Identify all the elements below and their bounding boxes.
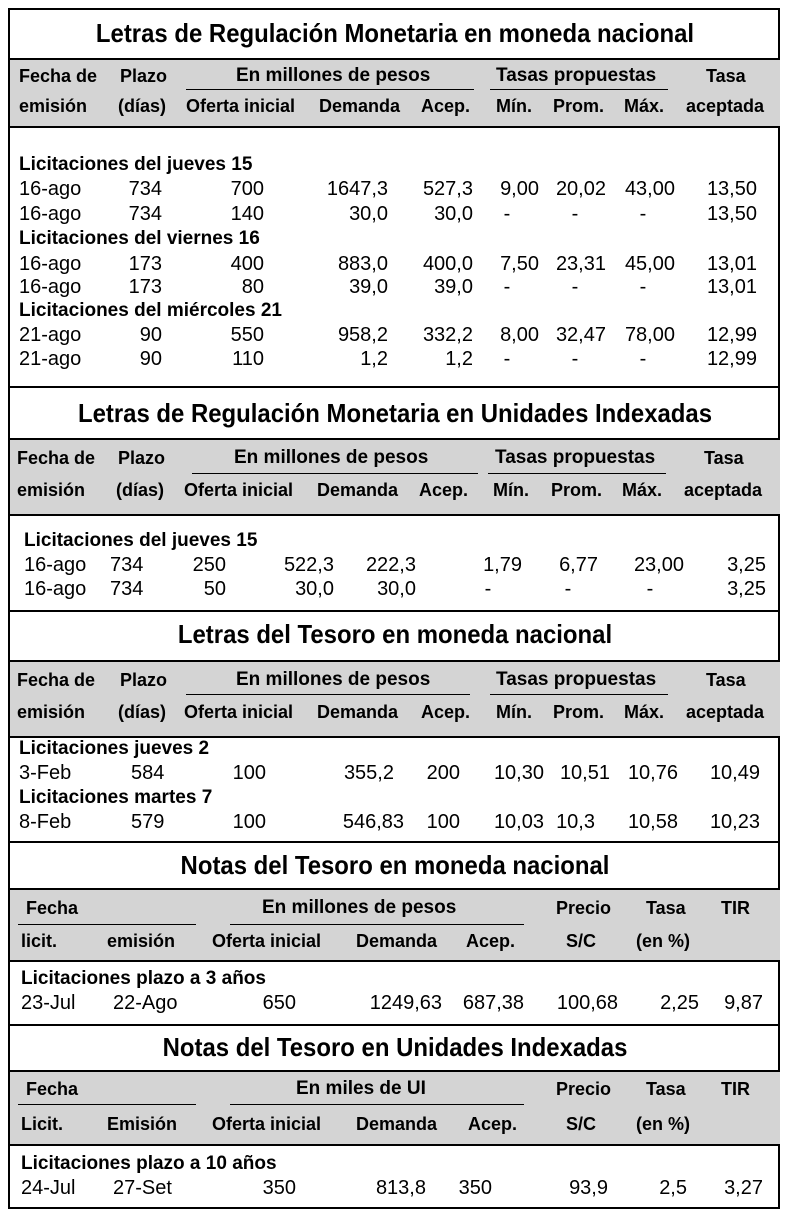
- cell-fecha: 16-ago: [24, 578, 87, 600]
- col-header-demanda: Demanda: [317, 480, 399, 500]
- cell-fecha: 16-ago: [24, 554, 87, 576]
- cell-fecha: 3-Feb: [19, 762, 72, 784]
- group-underline: [490, 89, 668, 90]
- cell-prom: -: [564, 578, 572, 600]
- group-header-miles-ui: En miles de UI: [296, 1078, 426, 1099]
- group-underline: [18, 924, 196, 925]
- group-underline: [230, 924, 524, 925]
- cell-min: -: [503, 203, 511, 225]
- col-header-tasa-aceptada: Tasa: [706, 670, 746, 690]
- col-header-acep: Acep.: [468, 1114, 518, 1134]
- col-header-plazo: Plazo: [118, 448, 166, 468]
- cell-max: -: [646, 578, 654, 600]
- cell-max: 78,00: [624, 324, 675, 346]
- cell-demanda: 883,0: [337, 253, 388, 275]
- cell-fecha: 21-ago: [19, 348, 82, 370]
- col-header-emision: emisión: [107, 931, 176, 951]
- cell-tasa: 10,49: [709, 762, 760, 784]
- col-header-min: Mín.: [496, 96, 532, 116]
- col-header-prom: Prom.: [553, 96, 605, 116]
- cell-plazo: 173: [128, 253, 162, 275]
- cell-demanda: 958,2: [337, 324, 388, 346]
- group-header-tasas: Tasas propuestas: [496, 65, 657, 86]
- col-header-tir: TIR: [721, 898, 750, 918]
- cell-oferta: 650: [262, 992, 296, 1014]
- cell-fecha: 8-Feb: [19, 811, 72, 833]
- group-header-millones: En millones de pesos: [236, 65, 431, 86]
- cell-fecha: 16-ago: [19, 276, 82, 298]
- section-title-lrm-ui: Letras de Regulación Monetaria en Unidades Indexadas: [77, 398, 713, 428]
- group-underline: [192, 473, 478, 474]
- cell-emision: 22-Ago: [113, 992, 178, 1014]
- col-header-max: Máx.: [624, 702, 665, 722]
- cell-oferta: 110: [232, 348, 264, 370]
- col-header-acep: Acep.: [419, 480, 469, 500]
- col-header-tasa: Tasa: [646, 898, 686, 918]
- cell-oferta: 250: [192, 554, 226, 576]
- col-header-precio: S/C: [566, 931, 597, 951]
- cell-emision: 27-Set: [113, 1177, 172, 1199]
- col-header-prom: Prom.: [551, 480, 603, 500]
- col-header-plazo: Plazo: [120, 66, 168, 86]
- section-title-letras-tesoro: Letras del Tesoro en moneda nacional: [177, 619, 613, 649]
- cell-prom: 10,51: [559, 762, 610, 784]
- col-header-demanda: Demanda: [317, 702, 399, 722]
- cell-demanda: 30,0: [349, 203, 388, 225]
- col-header-max: Máx.: [624, 96, 665, 116]
- cell-demanda: 522,3: [283, 554, 334, 576]
- cell-fecha: 21-ago: [19, 324, 82, 346]
- col-header-prom: Prom.: [553, 702, 605, 722]
- cell-prom: -: [571, 203, 579, 225]
- cell-tasa: 13,01: [706, 253, 757, 275]
- cell-plazo: 584: [131, 762, 165, 784]
- col-header-tasa: (en %): [636, 931, 690, 951]
- cell-max: 43,00: [624, 178, 675, 200]
- col-header-tasa-aceptada: aceptada: [684, 480, 763, 500]
- cell-plazo: 90: [139, 348, 162, 370]
- col-header-acep: Acep.: [421, 96, 471, 116]
- col-header-plazo: (días): [118, 96, 167, 116]
- cell-max: 23,00: [633, 554, 684, 576]
- cell-oferta: 400: [230, 253, 264, 275]
- group-label: Licitaciones del viernes 16: [19, 228, 260, 249]
- group-label: Licitaciones del miércoles 21: [19, 300, 282, 321]
- cell-prom: 6,77: [559, 554, 598, 576]
- col-header-tasa: (en %): [636, 1114, 690, 1134]
- group-label: Licitaciones martes 7: [19, 787, 213, 808]
- cell-acep: 200: [426, 762, 460, 784]
- cell-acep: 100: [426, 811, 460, 833]
- cell-oferta: 550: [230, 324, 264, 346]
- cell-tasa: 13,01: [706, 276, 757, 298]
- col-header-fecha: emisión: [19, 96, 88, 116]
- cell-min: 9,00: [500, 178, 539, 200]
- col-header-fecha: Fecha: [26, 898, 79, 918]
- cell-plazo: 734: [110, 578, 144, 600]
- cell-oferta: 140: [230, 203, 264, 225]
- cell-min: 1,79: [483, 554, 522, 576]
- cell-tasa: 13,50: [706, 203, 757, 225]
- col-header-tasa: Tasa: [646, 1079, 686, 1099]
- col-header-oferta: Oferta inicial: [212, 1114, 322, 1134]
- cell-min: 10,30: [493, 762, 544, 784]
- cell-plazo: 734: [110, 554, 144, 576]
- cell-licit: 24-Jul: [21, 1177, 76, 1199]
- cell-tasa: 3,25: [727, 554, 766, 576]
- group-underline: [490, 694, 668, 695]
- cell-oferta: 50: [203, 578, 226, 600]
- cell-fecha: 16-ago: [19, 178, 82, 200]
- group-underline: [488, 473, 666, 474]
- col-header-tir: TIR: [721, 1079, 750, 1099]
- cell-demanda: 355,2: [343, 762, 394, 784]
- cell-oferta: 80: [241, 276, 264, 298]
- cell-prom: 20,02: [555, 178, 606, 200]
- cell-tir: 3,27: [724, 1177, 763, 1199]
- col-header-fecha: emisión: [17, 702, 86, 722]
- cell-min: 10,03: [493, 811, 544, 833]
- cell-min: -: [503, 276, 511, 298]
- cell-max: 10,76: [627, 762, 678, 784]
- cell-tasa: 12,99: [706, 348, 757, 370]
- cell-acep: 400,0: [422, 253, 473, 275]
- col-header-tasa-aceptada: aceptada: [686, 702, 765, 722]
- col-header-tasa-aceptada: aceptada: [686, 96, 765, 116]
- cell-demanda: 546,83: [342, 811, 404, 833]
- section-divider: [10, 610, 780, 612]
- cell-max: 45,00: [624, 253, 675, 275]
- col-header-emision: Emisión: [107, 1114, 178, 1134]
- cell-tasa: 3,25: [727, 578, 766, 600]
- col-header-tasa-aceptada: Tasa: [704, 448, 744, 468]
- cell-acep: 30,0: [377, 578, 416, 600]
- section-title-notas-tesoro-mn: Notas del Tesoro en moneda nacional: [180, 850, 610, 880]
- cell-oferta: 100: [232, 762, 266, 784]
- section-title-notas-tesoro-ui: Notas del Tesoro en Unidades Indexadas: [162, 1032, 628, 1062]
- group-header-tasas: Tasas propuestas: [496, 669, 657, 690]
- cell-max: -: [639, 203, 647, 225]
- cell-oferta: 700: [230, 178, 264, 200]
- group-header-millones: En millones de pesos: [234, 447, 429, 468]
- col-header-precio: Precio: [556, 1079, 612, 1099]
- cell-tasa: 2,5: [659, 1177, 687, 1199]
- col-header-plazo: (días): [118, 702, 167, 722]
- cell-tasa: 13,50: [706, 178, 757, 200]
- col-header-demanda: Demanda: [356, 931, 438, 951]
- cell-min: -: [503, 348, 511, 370]
- group-label: Licitaciones plazo a 10 años: [21, 1153, 277, 1174]
- cell-acep: 687,38: [462, 992, 524, 1014]
- group-underline: [186, 89, 474, 90]
- cell-plazo: 734: [128, 203, 162, 225]
- cell-demanda: 1,2: [360, 348, 388, 370]
- col-header-acep: Acep.: [421, 702, 471, 722]
- col-header-acep: Acep.: [466, 931, 516, 951]
- group-label: Licitaciones plazo a 3 años: [21, 968, 266, 989]
- cell-acep: 222,3: [365, 554, 416, 576]
- group-underline: [18, 1104, 196, 1105]
- group-header-millones: En millones de pesos: [262, 897, 457, 918]
- cell-prom: -: [571, 348, 579, 370]
- cell-plazo: 90: [139, 324, 162, 346]
- col-header-demanda: Demanda: [356, 1114, 438, 1134]
- cell-max: -: [639, 348, 647, 370]
- cell-acep: 30,0: [434, 203, 473, 225]
- col-header-fecha: emisión: [17, 480, 86, 500]
- cell-demanda: 30,0: [295, 578, 334, 600]
- group-underline: [230, 1104, 524, 1105]
- cell-prom: 10,3: [556, 811, 595, 833]
- cell-prom: 32,47: [555, 324, 606, 346]
- col-header-plazo: Plazo: [120, 670, 168, 690]
- cell-oferta: 100: [232, 811, 266, 833]
- col-header-fecha: Fecha de: [19, 66, 98, 86]
- col-header-oferta: Oferta inicial: [212, 931, 322, 951]
- cell-tasa: 2,25: [660, 992, 699, 1014]
- cell-acep: 332,2: [422, 324, 473, 346]
- section-divider: [10, 841, 780, 843]
- section-divider: [10, 386, 780, 388]
- cell-prom: -: [571, 276, 579, 298]
- cell-tasa: 10,23: [709, 811, 760, 833]
- cell-acep: 1,2: [445, 348, 473, 370]
- col-header-oferta: Oferta inicial: [186, 96, 296, 116]
- group-label: Licitaciones del jueves 15: [19, 154, 253, 175]
- col-header-fecha: Fecha: [26, 1079, 79, 1099]
- cell-acep: 39,0: [434, 276, 473, 298]
- cell-demanda: 813,8: [375, 1177, 426, 1199]
- col-header-plazo: (días): [116, 480, 165, 500]
- col-header-precio: S/C: [566, 1114, 597, 1134]
- col-header-min: Mín.: [493, 480, 529, 500]
- col-header-precio: Precio: [556, 898, 612, 918]
- cell-max: 10,58: [627, 811, 678, 833]
- cell-fecha: 16-ago: [19, 203, 82, 225]
- section-divider: [10, 1024, 780, 1026]
- col-header-fecha: Fecha de: [17, 448, 96, 468]
- cell-min: -: [484, 578, 492, 600]
- cell-plazo: 734: [128, 178, 162, 200]
- group-underline: [186, 694, 470, 695]
- cell-tasa: 12,99: [706, 324, 757, 346]
- col-header-max: Máx.: [622, 480, 663, 500]
- cell-plazo: 173: [128, 276, 162, 298]
- cell-licit: 23-Jul: [21, 992, 76, 1014]
- col-header-tasa-aceptada: Tasa: [706, 66, 746, 86]
- cell-acep: 527,3: [422, 178, 473, 200]
- group-header-millones: En millones de pesos: [236, 669, 431, 690]
- col-header-oferta: Oferta inicial: [184, 480, 294, 500]
- col-header-min: Mín.: [496, 702, 532, 722]
- cell-demanda: 1647,3: [326, 178, 388, 200]
- cell-demanda: 1249,63: [369, 992, 442, 1014]
- cell-tir: 9,87: [724, 992, 763, 1014]
- cell-max: -: [639, 276, 647, 298]
- cell-precio: 93,9: [569, 1177, 608, 1199]
- group-header-tasas: Tasas propuestas: [495, 447, 656, 468]
- cell-acep: 350: [458, 1177, 492, 1199]
- cell-min: 7,50: [500, 253, 539, 275]
- cell-oferta: 350: [262, 1177, 296, 1199]
- col-header-oferta: Oferta inicial: [184, 702, 294, 722]
- cell-min: 8,00: [500, 324, 539, 346]
- group-label: Licitaciones del jueves 15: [24, 530, 258, 551]
- col-header-licit: Licit.: [21, 1114, 64, 1134]
- col-header-fecha: Fecha de: [17, 670, 96, 690]
- cell-demanda: 39,0: [349, 276, 388, 298]
- col-header-demanda: Demanda: [319, 96, 401, 116]
- cell-fecha: 16-ago: [19, 253, 82, 275]
- col-header-licit: licit.: [21, 931, 58, 951]
- section-title-lrm-moneda-nacional: Letras de Regulación Monetaria en moneda nacional: [95, 18, 695, 48]
- group-label: Licitaciones jueves 2: [19, 738, 210, 759]
- cell-precio: 100,68: [556, 992, 618, 1014]
- cell-prom: 23,31: [555, 253, 606, 275]
- cell-plazo: 579: [131, 811, 165, 833]
